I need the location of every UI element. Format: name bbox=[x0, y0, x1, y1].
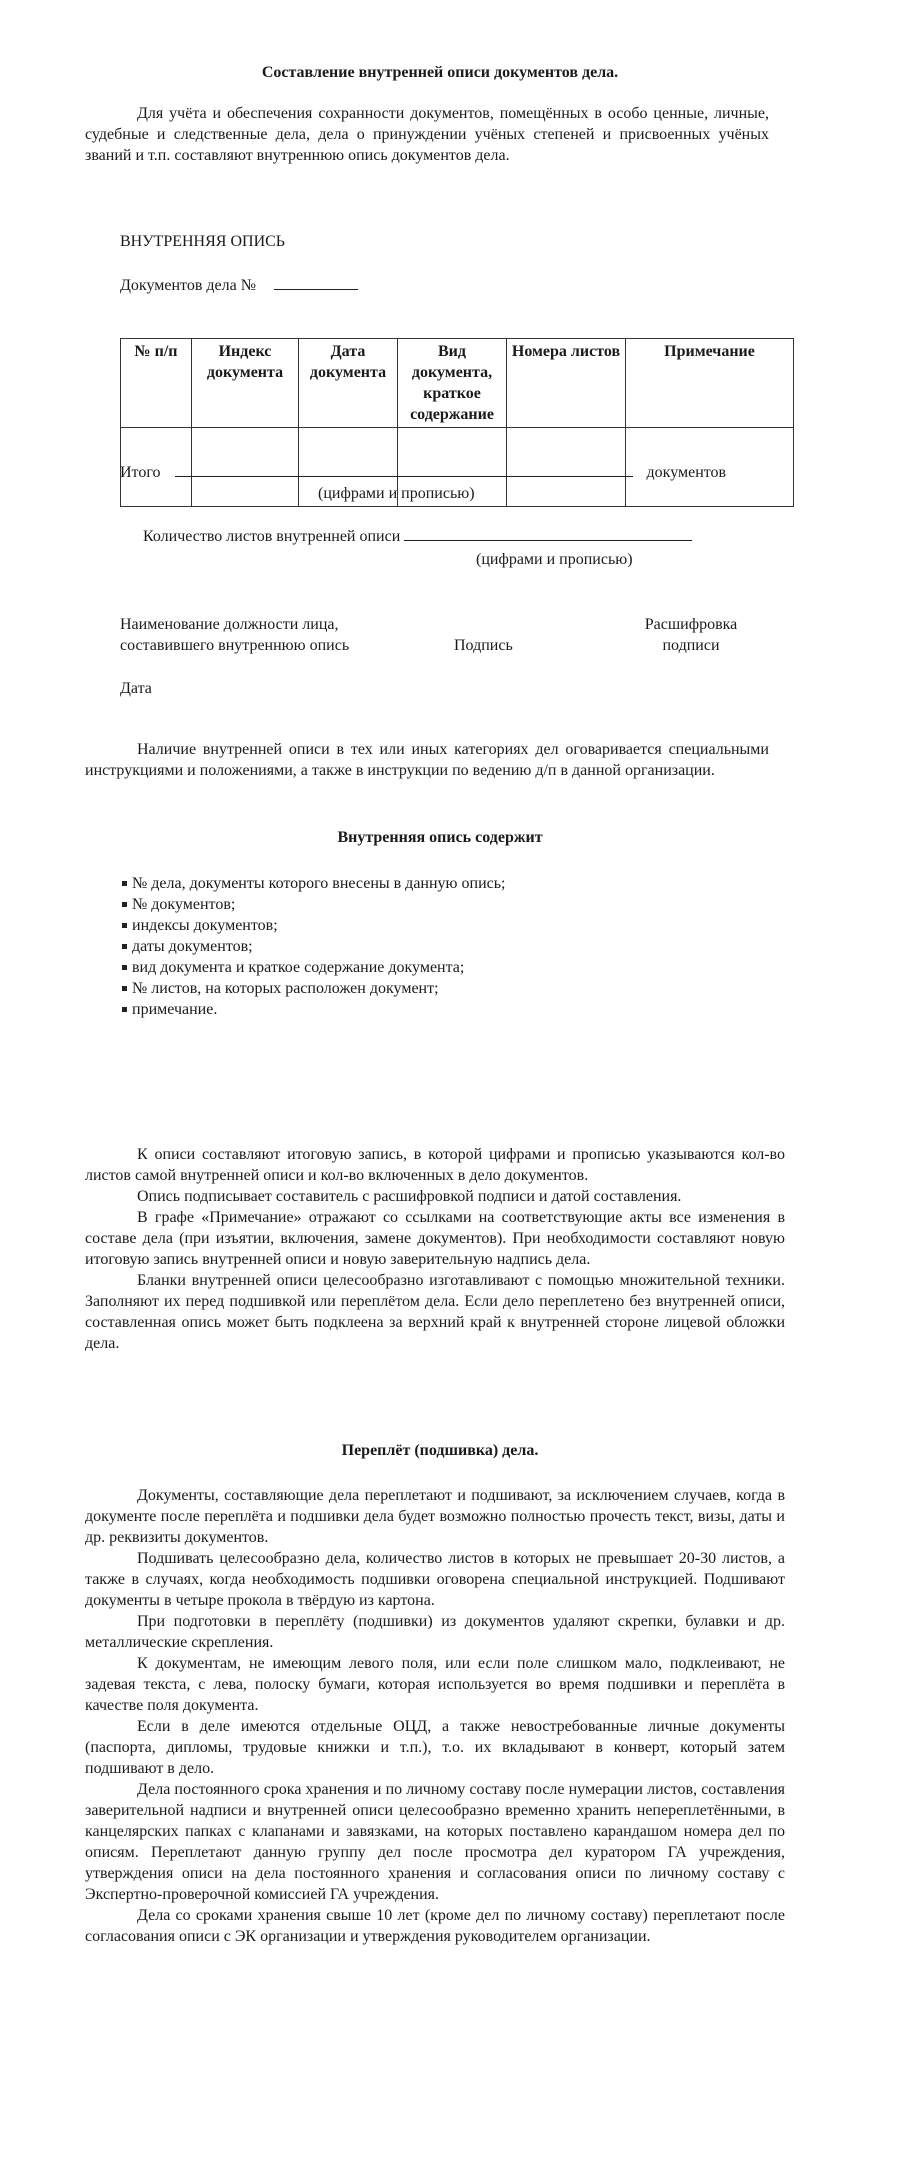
contains-list bbox=[121, 873, 505, 1020]
binding-paragraph: Дела со сроками хранения свыше 10 лет (кроме дел по личному составу) переплетают после согласования описи с ЭК организации и утверждения руководителем организации. bbox=[85, 1907, 785, 1945]
col-number: № п/п bbox=[121, 339, 192, 428]
list-item: № дела, документы которого внесены в данную опись; bbox=[121, 873, 505, 894]
summary-paragraph: Опись подписывает составитель с расшифровкой подписи и датой составления. bbox=[137, 1188, 682, 1205]
binding-paragraph: При подготовки в переплёту (подшивки) из документов удаляют скрепки, булавки и др. металлические скрепления. bbox=[85, 1613, 785, 1651]
list-item: № документов; bbox=[121, 894, 505, 915]
sheets-hint: (цифрами и прописью) bbox=[476, 551, 633, 568]
list-item: вид документа и краткое содержание документа; bbox=[121, 957, 505, 978]
list-item: № листов, на которых расположен документ; bbox=[121, 978, 505, 999]
list-item: даты документов; bbox=[121, 936, 505, 957]
col-date: Дата документа bbox=[299, 339, 398, 428]
total-hint: (цифрами и прописью) bbox=[318, 485, 475, 502]
position-line-1: Наименование должности лица, bbox=[120, 616, 339, 633]
list-item: индексы документов; bbox=[121, 915, 505, 936]
docs-label: Документов дела № bbox=[120, 277, 256, 294]
binding-paragraph: Документы, составляющие дела переплетают и подшивают, за исключением случаев, когда в документе после переплёта и подшивки дела будет возможно полностью прочесть текст, визы, даты и др. реквизиты документов. bbox=[85, 1487, 785, 1546]
sheets-label: Количество листов внутренней описи bbox=[143, 528, 401, 545]
availability-paragraph bbox=[85, 739, 769, 781]
summary-paragraphs bbox=[85, 1144, 785, 1354]
intro-paragraph bbox=[85, 103, 769, 166]
binding-paragraph: Подшивать целесообразно дела, количество листов в которых не превышает 20-30 листов, а также в случаях, когда необходимость подшивки оговорена специальной инструкцией. Подшивают документы в четыре прокола в твёрдую из картона. bbox=[85, 1550, 785, 1609]
table-header-row bbox=[121, 339, 794, 428]
availability-text: Наличие внутренней описи в тех или иных категориях дел оговаривается специальными инструкциями и положениями, а также в инструкции по ведению д/п в данной организации. bbox=[85, 741, 769, 779]
summary-paragraph: В графе «Примечание» отражают со ссылками на соответствующие акты все изменения в составе дела (при изъятии, включения, замене документов). При необходимости составляют новую итоговую запись внутренней описи и новую заверительную надпись дела. bbox=[85, 1209, 785, 1268]
decode-line-1: Расшифровка bbox=[644, 616, 738, 633]
docs-label-row bbox=[120, 275, 358, 296]
total-row bbox=[120, 462, 726, 483]
col-index: Индекс документа bbox=[192, 339, 299, 428]
form-title: ВНУТРЕННЯЯ ОПИСЬ bbox=[120, 233, 285, 250]
sheets-row bbox=[143, 526, 692, 547]
binding-paragraphs bbox=[85, 1485, 785, 1947]
binding-paragraph: Если в деле имеются отдельные ОЦД, а также невостребованные личные документы (паспорта, дипломы, трудовые книжки и т.п.), т.о. их вкладывают в конверт, который затем подшивают в дело. bbox=[85, 1718, 785, 1777]
total-blank bbox=[175, 462, 633, 477]
list-item: примечание. bbox=[121, 999, 505, 1020]
summary-paragraph: К описи составляют итоговую запись, в которой цифрами и прописью указываются кол-во листов самой внутренней описи и кол-во включенных в дело документов. bbox=[85, 1146, 785, 1184]
col-sheets: Номера листов bbox=[507, 339, 626, 428]
decode-line-2: подписи bbox=[662, 637, 720, 654]
binding-paragraph: Дела постоянного срока хранения и по личному составу после нумерации листов, составления заверительной надписи и внутренней описи целесообразно временно хранить непереплетёнными, в канцелярских папках с клапанами и завязками, на которых поставлено карандашом номера дел по описям. Переплетают данную группу дел после просмотра дел куратором ГА учреждения, утверждения описи на дела постоянного хранения и согласования описи по личному составу с Экспертно-проверочной комиссией ГА учреждения. bbox=[85, 1781, 785, 1903]
binding-heading: Переплёт (подшивка) дела. bbox=[341, 1442, 539, 1459]
signature-label: Подпись bbox=[454, 637, 513, 654]
date-label: Дата bbox=[120, 680, 152, 697]
sheets-blank bbox=[404, 526, 692, 541]
col-notes: Примечание bbox=[626, 339, 794, 428]
total-suffix: документов bbox=[646, 464, 727, 481]
contains-heading: Внутренняя опись содержит bbox=[337, 829, 543, 846]
total-label: Итого bbox=[120, 464, 161, 481]
case-number-blank bbox=[274, 275, 358, 290]
summary-paragraph: Бланки внутренней описи целесообразно изготавливают с помощью множительной техники. Заполняют их перед подшивкой или переплётом дела. Если дело переплетено без внутренней описи, составленная опись может быть подклеена за верхний край к внутренней стороне лицевой обложки дела. bbox=[85, 1272, 785, 1352]
intro-text: Для учёта и обеспечения сохранности документов, помещённых в особо ценные, личные, судебные и следственные дела, дела о принуждении учёных степеней и присвоенных учёных званий и т.п. составляют внутреннюю опись документов дела. bbox=[85, 105, 769, 164]
document-heading: Составление внутренней описи документов дела. bbox=[261, 64, 619, 81]
col-type: Вид документа, краткое содержание bbox=[398, 339, 507, 428]
position-line-2: составившего внутреннюю опись bbox=[120, 637, 350, 654]
binding-paragraph: К документам, не имеющим левого поля, или если поле слишком мало, подклеивают, не задевая текста, с лева, полоску бумаги, которая используется во время подшивки и переплёта в качестве поля документа. bbox=[85, 1655, 785, 1714]
